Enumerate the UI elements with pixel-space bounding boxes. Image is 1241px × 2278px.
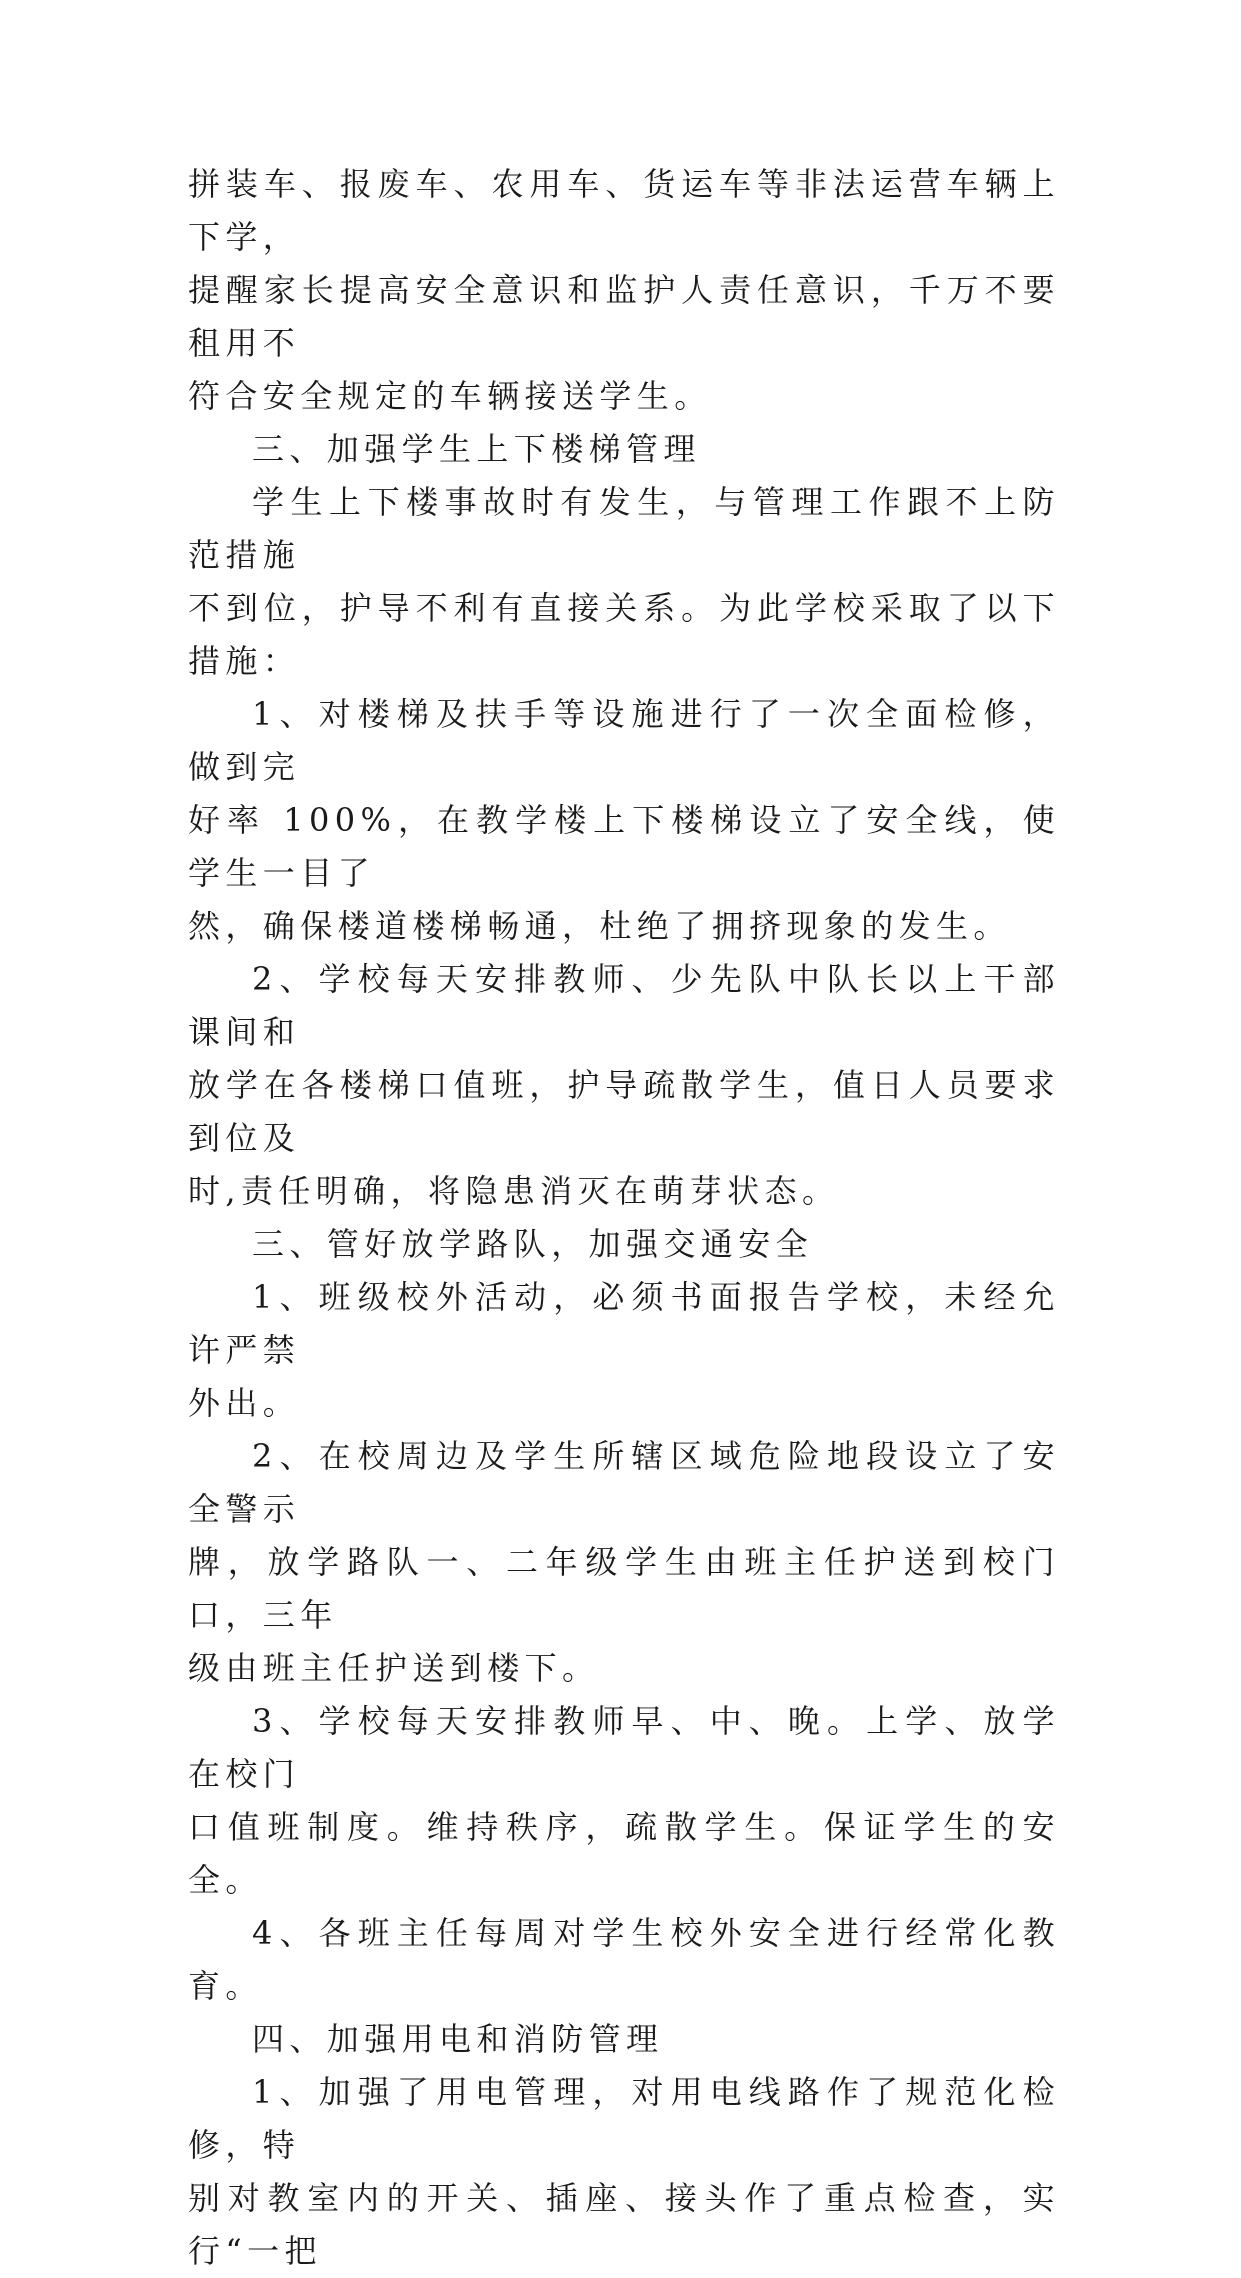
document-line: 四、加强用电和消防管理 — [252, 2020, 664, 2058]
document-line: 2、在校周边及学生所辖区域危险地段设立了安全警示 — [188, 1437, 1060, 1528]
document-line: 1、对楼梯及扶手等设施进行了一次全面检修，做到完 — [188, 695, 1060, 786]
document-line: 外出。 — [188, 1384, 301, 1422]
document-line: 放学在各楼梯口值班，护导疏散学生，值日人员要求到位及 — [188, 1066, 1060, 1157]
document-line: 1、班级校外活动，必须书面报告学校，未经允许严禁 — [188, 1278, 1060, 1369]
document-line: 拼装车、报废车、农用车、货运车等非法运营车辆上下学， — [188, 165, 1060, 256]
document-line: 然，确保楼道楼梯畅通，杜绝了拥挤现象的发生。 — [188, 907, 1011, 945]
document-line: 1、加强了用电管理，对用电线路作了规范化检修，特 — [188, 2073, 1060, 2164]
document-line: 级由班主任护送到楼下。 — [188, 1649, 600, 1687]
document-line: 3、学校每天安排教师早、中、晚。上学、放学在校门 — [188, 1702, 1060, 1793]
document-line: 2、学校每天安排教师、少先队中队长以上干部课间和 — [188, 960, 1060, 1051]
document-line: 4、各班主任每周对学生校外安全进行经常化教育。 — [188, 1914, 1060, 2005]
document-line: 三、加强学生上下楼梯管理 — [252, 430, 701, 468]
document-line: 口值班制度。维持秩序，疏散学生。保证学生的安全。 — [188, 1808, 1060, 1899]
document-line: 三、管好放学路队，加强交通安全 — [252, 1225, 814, 1263]
document-line: 提醒家长提高安全意识和监护人责任意识，千万不要租用不 — [188, 271, 1060, 362]
document-line: 牌，放学路队一、二年级学生由班主任护送到校门口，三年 — [188, 1543, 1060, 1634]
document-line: 不到位，护导不利有直接关系。为此学校采取了以下措施： — [188, 589, 1060, 680]
document-line: 符合安全规定的车辆接送学生。 — [188, 377, 712, 415]
document-line: 好率 100%，在教学楼上下楼梯设立了安全线，使学生一目了 — [188, 801, 1060, 892]
document-body — [188, 158, 1060, 2278]
document-line: 学生上下楼事故时有发生，与管理工作跟不上防范措施 — [188, 483, 1060, 574]
document-line: 别对教室内的开关、插座、接头作了重点检查，实行“一把 — [188, 2179, 1060, 2270]
document-line: 时,责任明确，将隐患消灭在萌芽状态。 — [188, 1172, 840, 1210]
